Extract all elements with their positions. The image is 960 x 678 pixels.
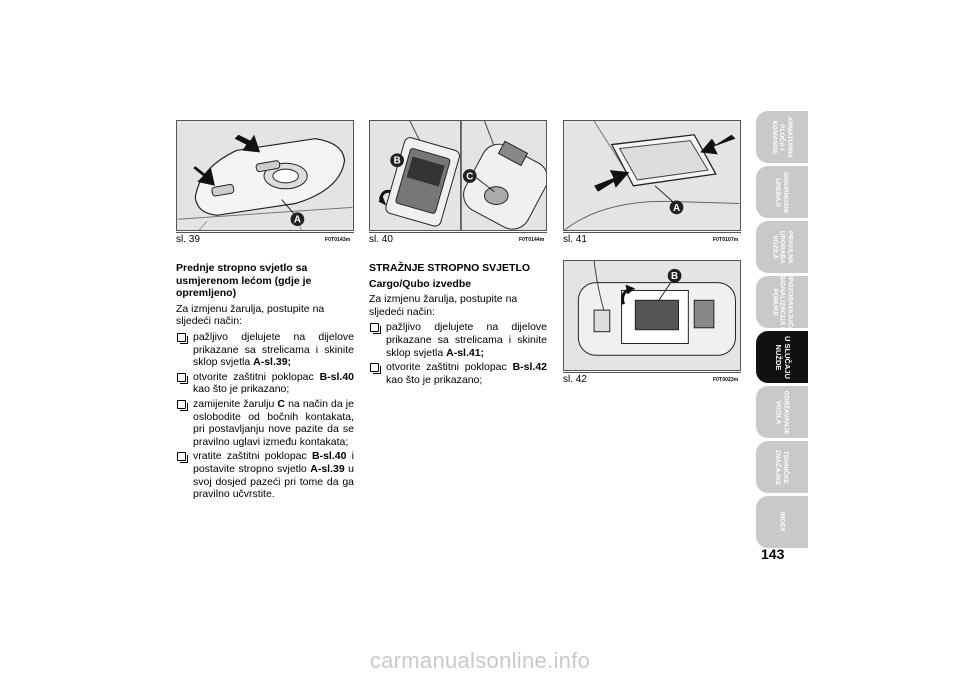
tab-upozoravajuca-signalizacija[interactable]: UPOZORAVAJUĆA SIGNALIZACIJA I PORUKE (756, 276, 808, 328)
list-item: pažljivo djelujete na dijelove prikazane sa strelicama i skinite sklop svjetla A-sl.41; (369, 321, 547, 359)
caption-rule (563, 232, 741, 233)
lamp-cover-illustration (370, 121, 546, 230)
arrow-icon (700, 135, 735, 155)
checkbox-bullet-icon (177, 333, 186, 342)
rear-light-illustration (564, 121, 740, 230)
svg-text:B: B (393, 155, 401, 167)
caption-rule (176, 232, 354, 233)
tab-armaturna-ploca[interactable]: ARMATURNA PLOČA I KOMANDE (756, 111, 808, 163)
tab-u-slucaju-nuzde[interactable]: U SLUČAJU NUŽDE (756, 331, 808, 383)
arrow-icon (594, 170, 629, 192)
figure-caption: sl. 40 (369, 234, 393, 245)
rear-cover-illustration (564, 261, 740, 370)
figure-caption: sl. 39 (176, 234, 200, 245)
figure-code: F0T0143m (325, 237, 351, 243)
list-item: otvorite zaštitni poklopac B-sl.40 kao što je prikazano; (176, 371, 354, 396)
intro-text: Za izmjenu žarulja, postupite na sljedeći način: (176, 302, 325, 328)
section-heading: STRAŽNJE STROPNO SVJETLO (369, 262, 531, 274)
svg-text:A: A (673, 202, 681, 214)
svg-text:A: A (293, 214, 301, 226)
svg-text:C: C (466, 171, 474, 183)
figure-caption: sl. 41 (563, 234, 587, 245)
figure-sl42 (563, 260, 741, 371)
text-column-front-light (176, 262, 354, 503)
figure-sl40 (369, 120, 547, 231)
figure-code: F0T0023m (713, 377, 739, 383)
svg-text:B: B (671, 271, 679, 283)
figure-code: F0T0144m (519, 237, 545, 243)
text-column-rear-light (369, 262, 547, 388)
ceiling-light-illustration (177, 121, 353, 230)
section-heading: Prednje stropno svjetlo sa usmjerenom lećom (gdje je opremljeno) (176, 262, 312, 300)
figure-caption: sl. 42 (563, 374, 587, 385)
caption-rule (369, 232, 547, 233)
intro-text: Za izmjenu žarulja, postupite na sljedeći način: (369, 293, 518, 318)
checkbox-bullet-icon (177, 400, 186, 409)
list-item: pažljivo djelujete na dijelove prikazane sa strelicama i skinite sklop svjetla A-sl.39; (176, 331, 354, 369)
figure-code: F0T0107m (713, 237, 739, 243)
tab-sigurnosni-uredaji[interactable]: SIGURNOSNI UREĐAJI (756, 166, 808, 218)
watermark: carmanualsonline.info (369, 648, 591, 673)
caption-rule (563, 372, 741, 373)
checkbox-bullet-icon (177, 373, 186, 382)
checkbox-bullet-icon (370, 363, 379, 372)
page-number: 143 (761, 546, 785, 562)
checkbox-bullet-icon (370, 323, 379, 332)
figure-sl39 (176, 120, 354, 231)
tab-tehnicke-znacajke[interactable]: TEHNIČKE ZNAČAJKE (756, 441, 808, 493)
section-subheading: Cargo/Qubo izvedbe (369, 277, 472, 290)
tab-pravilna-uporaba[interactable]: PRAVILNA UPORABA VOZILA (756, 221, 808, 273)
tab-index[interactable]: INDEX (756, 496, 808, 548)
list-item: zamijenite žarulju C na način da je oslobodite od bočnih kontakata, pri postavljanju nove pazite da se pravilno uglavi između kontakata; (176, 398, 354, 448)
list-item: vratite zaštitni poklopac B-sl.40 i postavite stropno svjetlo A-sl.39 u svoj dosjed pazeći pri tome da ga pravilno učvrstite. (176, 450, 354, 500)
list-item: otvorite zaštitni poklopac B-sl.42 kao što je prikazano; (369, 361, 547, 386)
figure-sl41 (563, 120, 741, 231)
checkbox-bullet-icon (177, 452, 186, 461)
tab-odrzavanje-vozila[interactable]: ODRŽAVANJE VOZILA (756, 386, 808, 438)
